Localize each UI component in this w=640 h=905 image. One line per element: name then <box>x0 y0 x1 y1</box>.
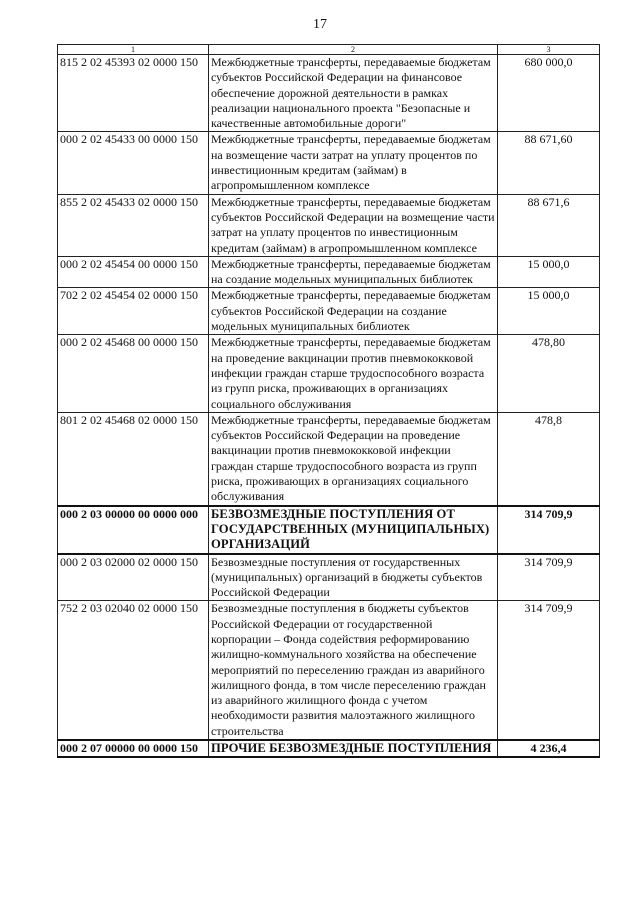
budget-code: 000 2 03 00000 00 0000 000 <box>58 506 209 554</box>
revenue-name: БЕЗВОЗМЕЗДНЫЕ ПОСТУПЛЕНИЯ ОТ ГОСУДАРСТВЕННЫХ (МУНИЦИПАЛЬНЫХ) ОРГАНИЗАЦИЙ <box>209 506 498 554</box>
table-row <box>58 412 600 505</box>
amount: 478,80 <box>498 335 600 412</box>
table-row <box>58 554 600 601</box>
revenue-name: Межбюджетные трансферты, передаваемые бюджетам субъектов Российской Федерации на создание модельных муниципальных библиотек <box>209 288 498 335</box>
amount: 4 236,4 <box>498 740 600 757</box>
revenue-name: Межбюджетные трансферты, передаваемые бюджетам на проведение вакцинации против пневмококковой инфекции граждан старше трудоспособного возраста из групп риска, проживающих в организациях социального обслуживания <box>209 335 498 412</box>
table-row-section-total <box>58 740 600 757</box>
budget-code: 801 2 02 45468 02 0000 150 <box>58 412 209 505</box>
amount: 680 000,0 <box>498 55 600 132</box>
amount: 15 000,0 <box>498 288 600 335</box>
page-number: 17 <box>313 17 327 32</box>
table-row <box>58 335 600 412</box>
amount: 314 709,9 <box>498 601 600 740</box>
revenue-name: Межбюджетные трансферты, передаваемые бюджетам субъектов Российской Федерации на проведение вакцинации против пневмококковой инфекции граждан старше трудоспособного возраста из групп риска, проживающих в организациях социального обслуживания <box>209 412 498 505</box>
revenue-name: Межбюджетные трансферты, передаваемые бюджетам на возмещение части затрат на уплату процентов по инвестиционным кредитам (займам) в агропромышленном комплексе <box>209 132 498 194</box>
column-number-1: 1 <box>58 45 209 55</box>
table-row <box>58 132 600 194</box>
revenue-name: Безвозмездные поступления в бюджеты субъектов Российской Федерации от государственной корпорации – Фонда содействия реформированию жилищно-коммунального хозяйства на обеспечение мероприятий по переселению граждан из аварийного жилищного фонда, в том числе переселению граждан из аварийного жилищного фонда с учетом необходимости развития малоэтажного жилищного строительства <box>209 601 498 740</box>
amount: 88 671,6 <box>498 194 600 256</box>
column-number-2: 2 <box>209 45 498 55</box>
amount: 88 671,60 <box>498 132 600 194</box>
revenue-name: Межбюджетные трансферты, передаваемые бюджетам субъектов Российской Федерации на возмещение части затрат на уплату процентов по инвестиционным кредитам (займам) в агропромышленном комплексе <box>209 194 498 256</box>
table-row-section-total <box>58 506 600 554</box>
budget-code: 000 2 02 45433 00 0000 150 <box>58 132 209 194</box>
table-row <box>58 194 600 256</box>
budget-code: 000 2 07 00000 00 0000 150 <box>58 740 209 757</box>
revenue-name: Безвозмездные поступления от государственных (муниципальных) организаций в бюджеты субъектов Российской Федерации <box>209 554 498 601</box>
table-row <box>58 55 600 132</box>
budget-code: 855 2 02 45433 02 0000 150 <box>58 194 209 256</box>
budget-code: 000 2 02 45468 00 0000 150 <box>58 335 209 412</box>
budget-code: 752 2 03 02040 02 0000 150 <box>58 601 209 740</box>
table-row <box>58 256 600 288</box>
budget-code: 000 2 02 45454 00 0000 150 <box>58 256 209 288</box>
budget-revenue-table <box>57 44 600 758</box>
budget-code: 000 2 03 02000 02 0000 150 <box>58 554 209 601</box>
table-row <box>58 288 600 335</box>
revenue-name: Межбюджетные трансферты, передаваемые бюджетам субъектов Российской Федерации на финансовое обеспечение дорожной деятельности в рамках реализации национального проекта "Безопасные и качественные автомобильные дороги" <box>209 55 498 132</box>
amount: 314 709,9 <box>498 506 600 554</box>
column-number-3: 3 <box>498 45 600 55</box>
amount: 478,8 <box>498 412 600 505</box>
revenue-name: Межбюджетные трансферты, передаваемые бюджетам на создание модельных муниципальных библиотек <box>209 256 498 288</box>
amount: 314 709,9 <box>498 554 600 601</box>
budget-code: 702 2 02 45454 02 0000 150 <box>58 288 209 335</box>
revenue-name: ПРОЧИЕ БЕЗВОЗМЕЗДНЫЕ ПОСТУПЛЕНИЯ <box>209 740 498 757</box>
amount: 15 000,0 <box>498 256 600 288</box>
table-header-row <box>58 45 600 55</box>
budget-code: 815 2 02 45393 02 0000 150 <box>58 55 209 132</box>
table-row <box>58 601 600 740</box>
